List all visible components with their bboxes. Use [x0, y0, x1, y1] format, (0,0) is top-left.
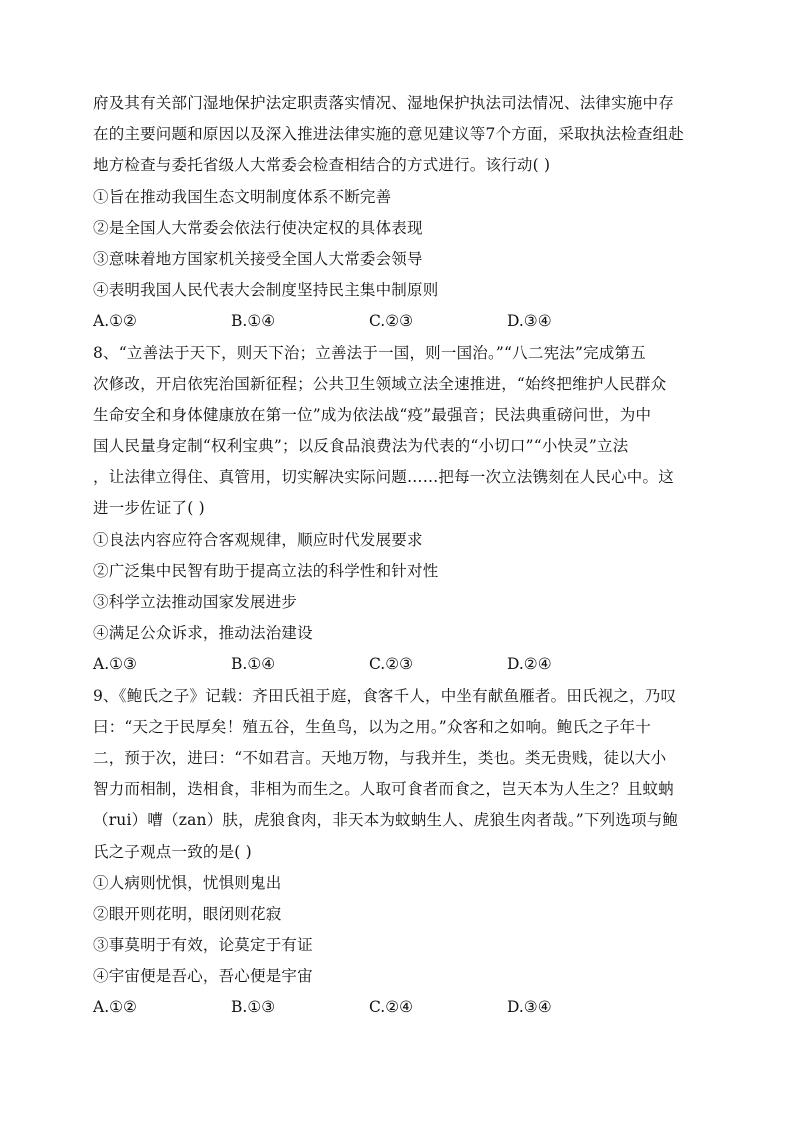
document-page: [93, 88, 703, 1024]
answer-choices: [93, 992, 703, 1023]
question-text-line: 曰：“天之于民厚矣！殖五谷，生鱼鸟，以为之用。”众客和之如响。鲍氏之子年十: [93, 717, 652, 736]
statement-1: ①良法内容应符合客观规律，顺应时代发展要求: [93, 530, 423, 549]
choice-a: A.①③: [93, 655, 137, 674]
choice-c: C.②③: [369, 312, 414, 331]
question-9: [93, 681, 703, 1024]
statement-3: ③科学立法推动国家发展进步: [93, 593, 298, 611]
question-text-line: 8、“立善法于天下，则天下治；立善法于一国，则一国治。”“八二宪法”完成第五: [93, 343, 646, 362]
statement-2: ②广泛集中民智有助于提高立法的科学性和针对性: [93, 561, 439, 580]
choice-b: B.①④: [231, 655, 276, 674]
question-text-line: （rui）嘈（zan）肤，虎狼食肉，非天本为蚊蚋生人、虎狼生肉者哉。”下列选项与鲍: [93, 811, 679, 830]
statement-3: ③意味着地方国家机关接受全国人大常委会领导: [93, 249, 423, 268]
question-text-line: ，让法律立得住、真管用，切实解决实际问题……把每一次立法镌刻在人民心中。这: [93, 468, 674, 487]
statement-4: ④表明我国人民代表大会制度坚持民主集中制原则: [93, 281, 439, 300]
question-text-line: 进一步佐证了( ): [93, 499, 205, 518]
question-text-line: 地方检查与委托省级人大常委会检查相结合的方式进行。该行动( ): [93, 156, 551, 175]
choice-b: B.①③: [231, 998, 276, 1017]
statement-2: ②是全国人大常委会依法行使决定权的具体表现: [93, 218, 423, 237]
question-text-line: 在的主要问题和原因以及深入推进法律实施的意见建议等7个方面，采取执法检查组赴: [93, 125, 684, 144]
choice-c: C.②③: [369, 655, 414, 674]
answer-choices: [93, 306, 703, 337]
choice-a: A.①②: [93, 998, 137, 1017]
choice-d: D.③④: [507, 998, 552, 1017]
choice-b: B.①④: [231, 312, 276, 331]
statement-4: ④宇宙便是吾心，吾心便是宇宙: [93, 967, 313, 986]
question-text-line: 智力而相制，迭相食，非相为而生之。人取可食者而食之，岂天本为人生之？且蚊蚋: [93, 780, 674, 799]
answer-choices: [93, 649, 703, 680]
question-text-line: 9、《鲍氏之子》记载：齐田氏祖于庭，食客千人，中坐有献鱼雁者。田氏视之，乃叹: [93, 686, 677, 705]
question-text-line: 府及其有关部门湿地保护法定职责落实情况、湿地保护执法司法情况、法律实施中存: [93, 94, 674, 112]
question-text-line: 生命安全和身体健康放在第一位”成为依法战“疫”最强音；民法典重磅问世，为中: [93, 405, 652, 424]
question-text-line: 氏之子观点一致的是( ): [93, 842, 252, 861]
statement-1: ①旨在推动我国生态文明制度体系不断完善: [93, 187, 392, 206]
choice-d: D.②④: [507, 655, 552, 674]
statement-4: ④满足公众诉求，推动法治建设: [93, 624, 313, 643]
question-8: [93, 338, 703, 681]
choice-d: D.③④: [507, 312, 552, 331]
statement-1: ①人病则忧惧，忧惧则鬼出: [93, 873, 282, 892]
question-text-line: 二，预于次，进曰：“不如君言。天地万物，与我并生，类也。类无贵贱，徒以大小: [93, 748, 667, 767]
question-7-continued: [93, 88, 703, 338]
statement-2: ②眼开则花明，眼闭则花寂: [93, 904, 282, 923]
statement-3: ③事莫明于有效，论莫定于有证: [93, 936, 313, 955]
question-text-line: 国人民量身定制“权利宝典”；以反食品浪费法为代表的“小切口”“小快灵”立法: [93, 437, 629, 456]
choice-a: A.①②: [93, 312, 137, 331]
choice-c: C.②④: [369, 998, 414, 1017]
question-text-line: 次修改，开启依宪治国新征程；公共卫生领域立法全速推进，“始终把维护人民群众: [93, 374, 667, 393]
